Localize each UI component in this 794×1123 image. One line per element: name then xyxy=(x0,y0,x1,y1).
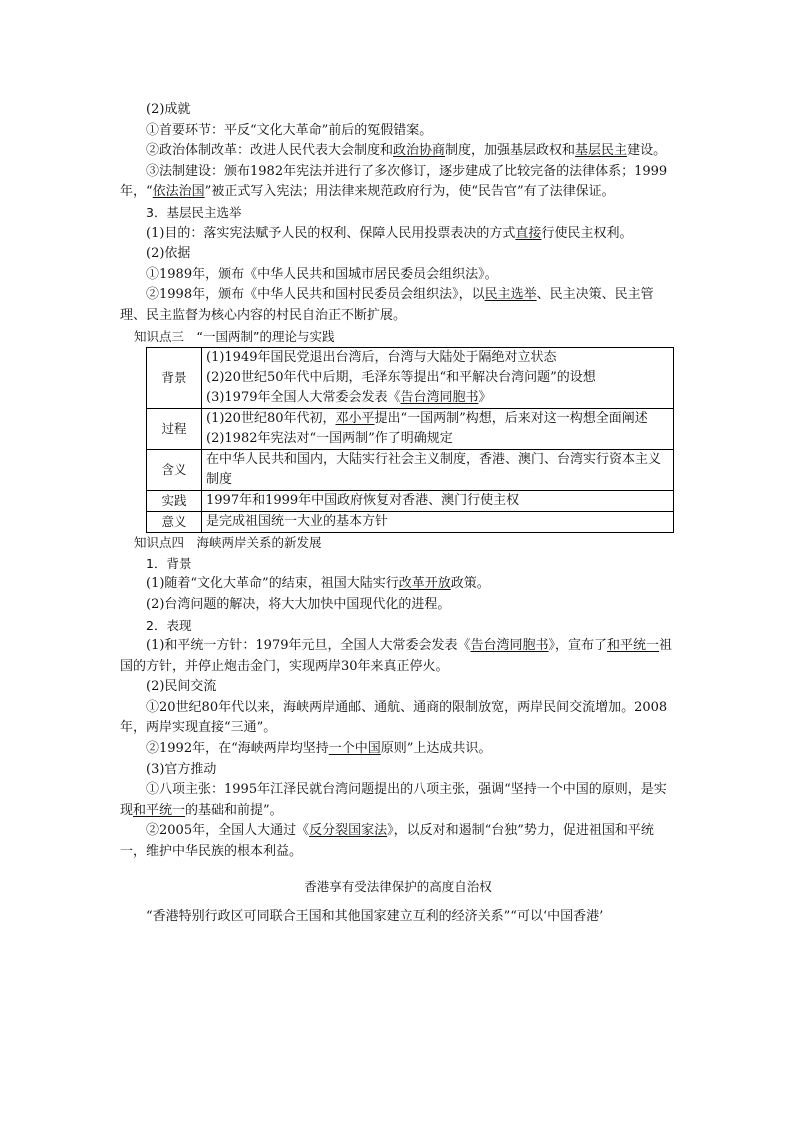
text-run: 、民主决策、民主管理、民主监督为核心内容的村民自治正不断扩展。 xyxy=(120,287,654,323)
text-run: ②1992年，在“海峡两岸均坚持 xyxy=(146,741,329,757)
text-run: 是完成祖国统一大业的基本方针 xyxy=(206,514,389,530)
text-run: ②2005年，全国人大通过《 xyxy=(146,823,310,839)
row-label: 过程 xyxy=(147,409,202,450)
table-row xyxy=(147,348,674,409)
underlined-term: 基层民主 xyxy=(575,143,628,159)
underlined-term: 和平统一 xyxy=(607,638,660,654)
content-line xyxy=(206,348,669,368)
text-run: (1)目的：落实宪法赋予人民的权利、保障人民用投票表决的方式 xyxy=(146,225,516,241)
text-run: 原则”上达成共识。 xyxy=(380,741,492,757)
one-country-two-systems-table xyxy=(146,347,674,533)
underlined-term: 邓小平 xyxy=(335,411,375,427)
content-line xyxy=(206,368,669,388)
text-run: ③法制建设：颁布1982年宪法并进行了多次修订，逐步建成了比较完备的法律体系；1999年，“ xyxy=(120,163,668,200)
kp4-official-heading: (3)官方推动 xyxy=(146,761,217,777)
text-run: 在中华人民共和国内，大陆实行社会主义制度，香港、澳门、台湾实行资本主义制度 xyxy=(206,452,662,488)
achievement-rehabilitation: ①首要环节：平反“文化大革命”前后的冤假错案。 xyxy=(146,122,433,138)
kp4-civil-exchange-2 xyxy=(120,739,676,760)
table-row xyxy=(147,491,674,512)
underlined-term: 民主选举 xyxy=(484,287,537,303)
text-run: (1)随着“文化大革命”的结束，祖国大陆实行 xyxy=(146,576,399,592)
underlined-term: 依法治国 xyxy=(152,184,205,200)
text-run: 提出“一国两制”构想，后来对这一构想全面阐述 xyxy=(374,411,648,427)
kp4-civil-exchange-heading: (2)民间交流 xyxy=(146,679,217,695)
kp3-title: 知识点三 “一国两制”的理论与实践 xyxy=(134,328,335,344)
kp4-title: 知识点四 海峡两岸关系的新发展 xyxy=(134,535,322,551)
text-run: 1997年和1999年中国政府恢复对香港、澳门行使主权 xyxy=(206,493,520,509)
underlined-term: 直接 xyxy=(515,225,542,241)
grassroots-purpose xyxy=(120,224,676,245)
content-line xyxy=(206,388,669,408)
text-run: ②1998年，颁布《中华人民共和国村民委员会组织法》，以 xyxy=(146,287,485,303)
text-run: (3)1979年全国人大常委会发表《 xyxy=(206,390,401,406)
row-label: 含义 xyxy=(147,450,202,491)
content-line xyxy=(206,512,669,532)
grassroots-election-heading: 3．基层民主选举 xyxy=(146,204,242,220)
text-run: (1)和平统一方针：1979年元旦，全国人大常委会发表《 xyxy=(146,638,471,654)
underlined-term: 政治协商 xyxy=(393,143,446,159)
table-row xyxy=(147,512,674,533)
row-content xyxy=(202,512,674,533)
kp4-civil-exchange-1: ①20世纪80年代以来，海峡两岸通邮、通航、通商的限制放宽，两岸民间交流增加。2008年，两岸实现直接“三通”。 xyxy=(120,699,668,736)
kp4-background-1 xyxy=(120,574,676,595)
grassroots-basis-1998 xyxy=(120,285,676,326)
text-run: 行使民主权利。 xyxy=(541,225,633,241)
underlined-term: 和平统一 xyxy=(133,802,186,818)
underlined-term: 反分裂国家法 xyxy=(309,823,388,839)
row-label: 意义 xyxy=(147,512,202,533)
row-content xyxy=(202,491,674,512)
material-title: 香港享有受法律保护的高度自治权 xyxy=(304,878,492,894)
row-label: 实践 xyxy=(147,491,202,512)
text-run: 制度，加强基层政权和 xyxy=(445,143,576,159)
text-run: ”被正式写入宪法；用法律来规范政府行为，使“民告官”有了法律保证。 xyxy=(204,184,615,200)
text-run: (1)20世纪80年代初， xyxy=(206,411,336,427)
text-run: 》，以反对和遏制“台独”势力，促进祖国和平统一，维护中华民族的根本利益。 xyxy=(120,823,654,860)
underlined-term: 改革开放 xyxy=(398,576,451,592)
kp4-peaceful-unification xyxy=(120,636,676,677)
table-row xyxy=(147,409,674,450)
content-line xyxy=(206,429,669,449)
table-row xyxy=(147,450,674,491)
text-run: (2)1982年宪法对“一国两制”作了明确规定 xyxy=(206,431,453,447)
grassroots-basis-1989: ①1989年，颁布《中华人民共和国城市居民委员会组织法》。 xyxy=(146,266,498,282)
document-body xyxy=(120,100,676,928)
text-run: 》 xyxy=(478,390,492,406)
text-run: 建设。 xyxy=(627,143,667,159)
text-run: 祖国的方针，并停止炮击金门，实现两岸30年来真正停火。 xyxy=(120,638,673,674)
underlined-term: 告台湾同胞书 xyxy=(470,638,549,654)
text-run: 的基础和前提”。 xyxy=(185,802,283,818)
grassroots-basis-heading: (2)依据 xyxy=(146,246,191,262)
achievement-legal-system xyxy=(120,162,676,203)
kp4-background-2: (2)台湾问题的解决，将大大加快中国现代化的进程。 xyxy=(146,596,451,612)
underlined-term: 告台湾同胞书 xyxy=(400,390,479,406)
row-content xyxy=(202,348,674,409)
material-quote: “香港特别行政区可同联合王国和其他国家建立互利的经济关系”“可以‘中国香港’ xyxy=(146,909,604,925)
row-label: 背景 xyxy=(147,348,202,409)
content-line xyxy=(206,450,669,490)
kp4-manifestation-heading: 2．表现 xyxy=(146,617,192,633)
row-content xyxy=(202,409,674,450)
underlined-term: 一个中国 xyxy=(328,741,381,757)
text-run: ②政治体制改革：改进人民代表大会制度和 xyxy=(146,143,394,159)
text-run: 政策。 xyxy=(450,576,490,592)
text-run: ①八项主张：1995年江泽民就台湾问题提出的八项主张，强调“坚持一个中国的原则，是实现 xyxy=(120,782,667,818)
kp4-official-1 xyxy=(120,780,676,821)
achievement-political-reform xyxy=(120,141,676,162)
achievements-heading: (2)成就 xyxy=(146,102,191,117)
kp4-background-heading: 1．背景 xyxy=(146,555,192,571)
kp4-official-2 xyxy=(120,821,676,862)
row-content xyxy=(202,450,674,491)
text-run: 》，宣布了 xyxy=(548,638,608,654)
text-run: (1)1949年国民党退出台湾后，台湾与大陆处于隔绝对立状态 xyxy=(206,350,557,366)
content-line xyxy=(206,491,669,511)
content-line xyxy=(206,409,669,429)
text-run: (2)20世纪50年代中后期，毛泽东等提出“和平解决台湾问题”的设想 xyxy=(206,370,596,386)
